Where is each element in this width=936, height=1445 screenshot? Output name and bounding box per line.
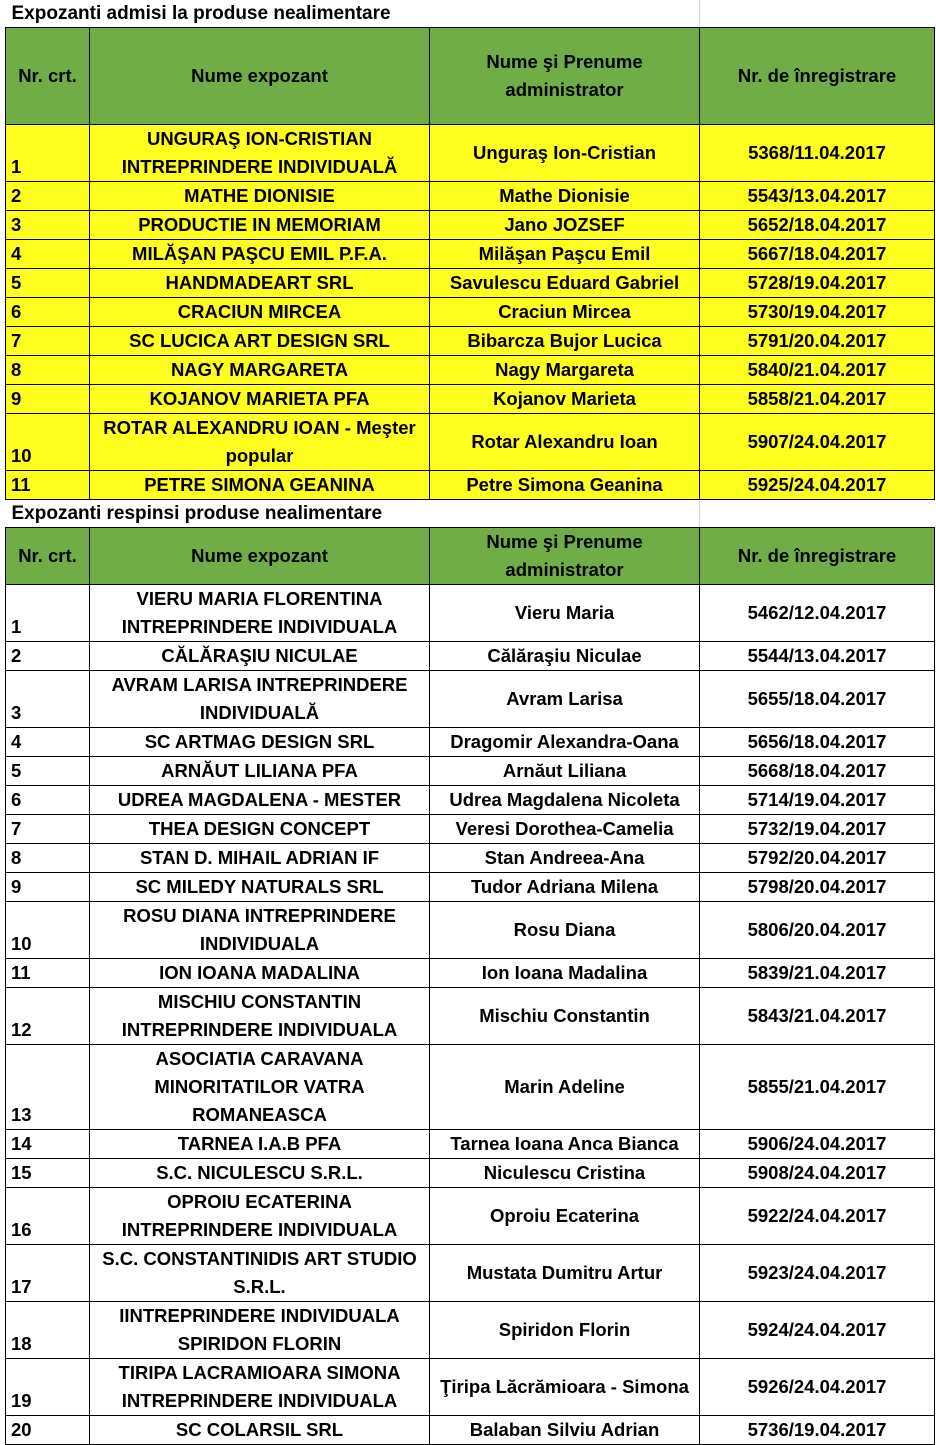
administrator-cell: Petre Simona Geanina [430, 471, 700, 500]
table-row[interactable] [6, 414, 935, 471]
exhibitor-name-cell: NAGY MARGARETA [90, 356, 430, 385]
table-row[interactable] [6, 1130, 935, 1159]
administrator-cell: Veresi Dorothea-Camelia [430, 815, 700, 844]
administrator-cell: Tarnea Ioana Anca Bianca [430, 1130, 700, 1159]
table-row[interactable] [6, 1359, 935, 1416]
administrator-cell: Nagy Margareta [430, 356, 700, 385]
exhibitor-name-cell: IINTREPRINDERE INDIVIDUALA SPIRIDON FLORIN [90, 1302, 430, 1359]
exhibitor-name-cell: UNGURAŞ ION-CRISTIAN INTREPRINDERE INDIVIDUALĂ [90, 125, 430, 182]
table-row[interactable] [6, 1159, 935, 1188]
nr-cell: 7 [6, 815, 90, 844]
administrator-cell: Jano JOZSEF [430, 211, 700, 240]
administrator-cell: Călăraşiu Niculae [430, 642, 700, 671]
exhibitor-name-cell: PRODUCTIE IN MEMORIAM [90, 211, 430, 240]
table-row[interactable] [6, 125, 935, 182]
exhibitor-name-cell: S.C. CONSTANTINIDIS ART STUDIO S.R.L. [90, 1245, 430, 1302]
header-administrator: Nume şi Prenume administrator [430, 528, 700, 585]
nr-cell: 2 [6, 642, 90, 671]
registration-number-cell: 5839/21.04.2017 [700, 959, 935, 988]
table-row[interactable] [6, 211, 935, 240]
rejected-section-title-row [6, 500, 935, 528]
table-row[interactable] [6, 585, 935, 642]
exhibitor-name-cell: STAN D. MIHAIL ADRIAN IF [90, 844, 430, 873]
table-row[interactable] [6, 844, 935, 873]
administrator-cell: Milăşan Paşcu Emil [430, 240, 700, 269]
rejected-header-row [6, 528, 935, 585]
table-row[interactable] [6, 728, 935, 757]
nr-cell: 17 [6, 1245, 90, 1302]
registration-number-cell: 5652/18.04.2017 [700, 211, 935, 240]
table-row[interactable] [6, 642, 935, 671]
administrator-cell: Unguraş Ion-Cristian [430, 125, 700, 182]
registration-number-cell: 5714/19.04.2017 [700, 786, 935, 815]
registration-number-cell: 5668/18.04.2017 [700, 757, 935, 786]
administrator-cell: Kojanov Marieta [430, 385, 700, 414]
administrator-cell: Savulescu Eduard Gabriel [430, 269, 700, 298]
nr-cell: 1 [6, 585, 90, 642]
administrator-cell: Oproiu Ecaterina [430, 1188, 700, 1245]
nr-cell: 8 [6, 844, 90, 873]
nr-cell: 10 [6, 414, 90, 471]
registration-number-cell: 5543/13.04.2017 [700, 182, 935, 211]
registration-number-cell: 5728/19.04.2017 [700, 269, 935, 298]
registration-number-cell: 5855/21.04.2017 [700, 1045, 935, 1130]
exhibitor-name-cell: CRACIUN MIRCEA [90, 298, 430, 327]
registration-number-cell: 5792/20.04.2017 [700, 844, 935, 873]
table-row[interactable] [6, 240, 935, 269]
administrator-cell: Dragomir Alexandra-Oana [430, 728, 700, 757]
exhibitor-name-cell: ARNĂUT LILIANA PFA [90, 757, 430, 786]
exhibitor-name-cell: MILĂŞAN PAŞCU EMIL P.F.A. [90, 240, 430, 269]
registration-number-cell: 5462/12.04.2017 [700, 585, 935, 642]
nr-cell: 7 [6, 327, 90, 356]
header-nr-inregistrare: Nr. de înregistrare [700, 528, 935, 585]
nr-cell: 9 [6, 385, 90, 414]
administrator-cell: Spiridon Florin [430, 1302, 700, 1359]
table-row[interactable] [6, 988, 935, 1045]
registration-number-cell: 5922/24.04.2017 [700, 1188, 935, 1245]
exhibitor-name-cell: MISCHIU CONSTANTIN INTREPRINDERE INDIVIDUALA [90, 988, 430, 1045]
exhibitor-name-cell: SC COLARSIL SRL [90, 1416, 430, 1445]
admitted-header-row [6, 28, 935, 125]
table-row[interactable] [6, 1245, 935, 1302]
nr-cell: 6 [6, 298, 90, 327]
exhibitor-name-cell: OPROIU ECATERINA INTREPRINDERE INDIVIDUALA [90, 1188, 430, 1245]
administrator-cell: Craciun Mircea [430, 298, 700, 327]
exhibitor-name-cell: HANDMADEART SRL [90, 269, 430, 298]
exhibitor-name-cell: TIRIPA LACRAMIOARA SIMONA INTREPRINDERE INDIVIDUALA [90, 1359, 430, 1416]
administrator-cell: Mischiu Constantin [430, 988, 700, 1045]
registration-number-cell: 5736/19.04.2017 [700, 1416, 935, 1445]
nr-cell: 14 [6, 1130, 90, 1159]
exhibitor-name-cell: THEA DESIGN CONCEPT [90, 815, 430, 844]
exhibitor-name-cell: VIERU MARIA FLORENTINA INTREPRINDERE INDIVIDUALA [90, 585, 430, 642]
table-row[interactable] [6, 757, 935, 786]
exhibitor-name-cell: SC LUCICA ART DESIGN SRL [90, 327, 430, 356]
table-body [6, 0, 935, 1445]
nr-cell: 15 [6, 1159, 90, 1188]
table-row[interactable] [6, 1188, 935, 1245]
exhibitor-name-cell: ROSU DIANA INTREPRINDERE INDIVIDUALA [90, 902, 430, 959]
admitted-section-title-row [6, 0, 935, 28]
exhibitor-name-cell: CĂLĂRAŞIU NICULAE [90, 642, 430, 671]
exhibitor-name-cell: ROTAR ALEXANDRU IOAN - Meşter popular [90, 414, 430, 471]
table-row[interactable] [6, 356, 935, 385]
header-nume-expozant: Nume expozant [90, 28, 430, 125]
nr-cell: 8 [6, 356, 90, 385]
registration-number-cell: 5840/21.04.2017 [700, 356, 935, 385]
registration-number-cell: 5791/20.04.2017 [700, 327, 935, 356]
nr-cell: 2 [6, 182, 90, 211]
exhibitor-name-cell: SC MILEDY NATURALS SRL [90, 873, 430, 902]
table-row[interactable] [6, 786, 935, 815]
registration-number-cell: 5843/21.04.2017 [700, 988, 935, 1045]
registration-number-cell: 5732/19.04.2017 [700, 815, 935, 844]
nr-cell: 3 [6, 211, 90, 240]
nr-cell: 5 [6, 757, 90, 786]
administrator-cell: Niculescu Cristina [430, 1159, 700, 1188]
administrator-cell: Mathe Dionisie [430, 182, 700, 211]
table-row[interactable] [6, 815, 935, 844]
exhibitor-name-cell: SC ARTMAG DESIGN SRL [90, 728, 430, 757]
administrator-cell: Mustata Dumitru Artur [430, 1245, 700, 1302]
nr-cell: 1 [6, 125, 90, 182]
nr-cell: 13 [6, 1045, 90, 1130]
nr-cell: 5 [6, 269, 90, 298]
exhibitor-name-cell: ASOCIATIA CARAVANA MINORITATILOR VATRA ROMANEASCA [90, 1045, 430, 1130]
nr-cell: 20 [6, 1416, 90, 1445]
table-row[interactable] [6, 327, 935, 356]
administrator-cell: Ion Ioana Madalina [430, 959, 700, 988]
table-row[interactable] [6, 269, 935, 298]
exhibitor-name-cell: AVRAM LARISA INTREPRINDERE INDIVIDUALĂ [90, 671, 430, 728]
registration-number-cell: 5667/18.04.2017 [700, 240, 935, 269]
nr-cell: 3 [6, 671, 90, 728]
table-row[interactable] [6, 298, 935, 327]
registration-number-cell: 5926/24.04.2017 [700, 1359, 935, 1416]
header-nr-inregistrare: Nr. de înregistrare [700, 28, 935, 125]
table-row[interactable] [6, 1302, 935, 1359]
exhibitor-name-cell: UDREA MAGDALENA - MESTER [90, 786, 430, 815]
nr-cell: 4 [6, 728, 90, 757]
registration-number-cell: 5656/18.04.2017 [700, 728, 935, 757]
nr-cell: 9 [6, 873, 90, 902]
table-row[interactable] [6, 873, 935, 902]
nr-cell: 4 [6, 240, 90, 269]
registration-number-cell: 5907/24.04.2017 [700, 414, 935, 471]
administrator-cell: Udrea Magdalena Nicoleta [430, 786, 700, 815]
admitted-section-title: Expozanti admisi la produse nealimentare [6, 0, 700, 28]
registration-number-cell: 5908/24.04.2017 [700, 1159, 935, 1188]
rejected-section-title: Expozanti respinsi produse nealimentare [6, 500, 700, 528]
registration-number-cell: 5544/13.04.2017 [700, 642, 935, 671]
exhibitors-table [5, 0, 935, 1445]
header-administrator: Nume şi Prenume administrator [430, 28, 700, 125]
exhibitor-name-cell: PETRE SIMONA GEANINA [90, 471, 430, 500]
exhibitor-name-cell: MATHE DIONISIE [90, 182, 430, 211]
table-row[interactable] [6, 471, 935, 500]
nr-cell: 6 [6, 786, 90, 815]
administrator-cell: Vieru Maria [430, 585, 700, 642]
exhibitor-name-cell: S.C. NICULESCU S.R.L. [90, 1159, 430, 1188]
administrator-cell: Tudor Adriana Milena [430, 873, 700, 902]
administrator-cell: Stan Andreea-Ana [430, 844, 700, 873]
exhibitor-name-cell: TARNEA I.A.B PFA [90, 1130, 430, 1159]
header-nr-crt: Nr. crt. [6, 528, 90, 585]
nr-cell: 12 [6, 988, 90, 1045]
registration-number-cell: 5730/19.04.2017 [700, 298, 935, 327]
empty-cell [700, 500, 935, 528]
registration-number-cell: 5368/11.04.2017 [700, 125, 935, 182]
administrator-cell: Rotar Alexandru Ioan [430, 414, 700, 471]
registration-number-cell: 5923/24.04.2017 [700, 1245, 935, 1302]
administrator-cell: Bibarcza Bujor Lucica [430, 327, 700, 356]
table-row[interactable] [6, 671, 935, 728]
empty-cell [700, 0, 935, 28]
registration-number-cell: 5798/20.04.2017 [700, 873, 935, 902]
exhibitor-name-cell: KOJANOV MARIETA PFA [90, 385, 430, 414]
administrator-cell: Avram Larisa [430, 671, 700, 728]
nr-cell: 18 [6, 1302, 90, 1359]
administrator-cell: Arnăut Liliana [430, 757, 700, 786]
table-row[interactable] [6, 959, 935, 988]
registration-number-cell: 5806/20.04.2017 [700, 902, 935, 959]
table-row[interactable] [6, 1416, 935, 1445]
registration-number-cell: 5906/24.04.2017 [700, 1130, 935, 1159]
table-row[interactable] [6, 182, 935, 211]
administrator-cell: Marin Adeline [430, 1045, 700, 1130]
nr-cell: 19 [6, 1359, 90, 1416]
header-nume-expozant: Nume expozant [90, 528, 430, 585]
nr-cell: 11 [6, 471, 90, 500]
administrator-cell: Ţiripa Lăcrămioara - Simona [430, 1359, 700, 1416]
exhibitor-name-cell: ION IOANA MADALINA [90, 959, 430, 988]
nr-cell: 16 [6, 1188, 90, 1245]
registration-number-cell: 5655/18.04.2017 [700, 671, 935, 728]
administrator-cell: Rosu Diana [430, 902, 700, 959]
registration-number-cell: 5858/21.04.2017 [700, 385, 935, 414]
header-nr-crt: Nr. crt. [6, 28, 90, 125]
nr-cell: 11 [6, 959, 90, 988]
nr-cell: 10 [6, 902, 90, 959]
registration-number-cell: 5925/24.04.2017 [700, 471, 935, 500]
table-row[interactable] [6, 1045, 935, 1130]
administrator-cell: Balaban Silviu Adrian [430, 1416, 700, 1445]
registration-number-cell: 5924/24.04.2017 [700, 1302, 935, 1359]
table-row[interactable] [6, 385, 935, 414]
table-row[interactable] [6, 902, 935, 959]
